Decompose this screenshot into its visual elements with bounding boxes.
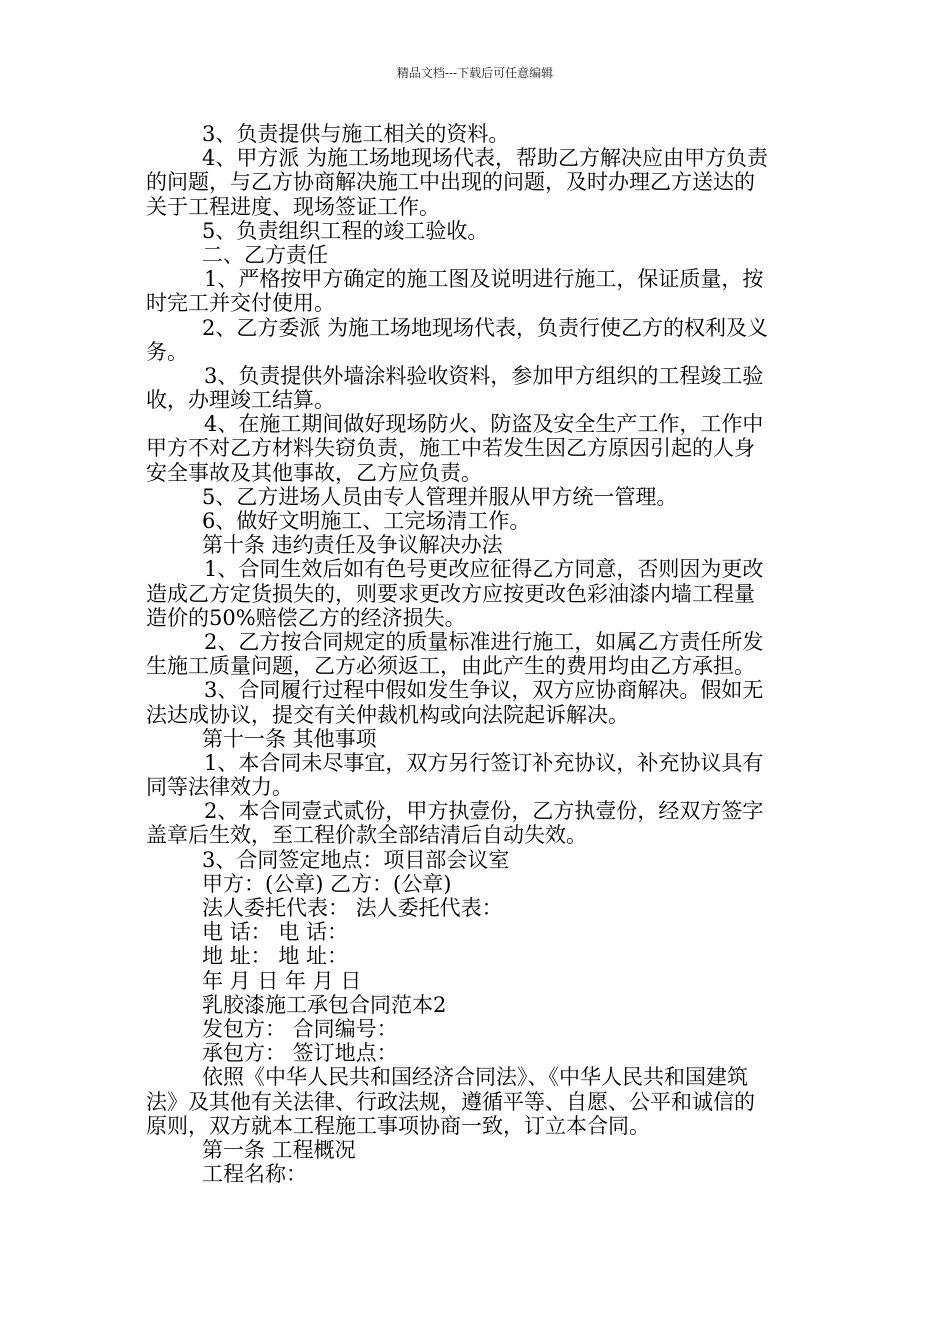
article-heading: 第十条 违约责任及争议解决办法 — [202, 533, 503, 558]
text-line: 5、负责组织工程的竣工验收。 — [202, 218, 489, 243]
text-line: 6、做好文明施工、工完场清工作。 — [202, 509, 531, 533]
text-line: 2、乙方委派 为施工场地现场代表，负责行使乙方的权利及义 — [202, 315, 769, 340]
text-line: 时完工并交付使用。 — [146, 291, 335, 316]
article-heading: 第十一条 其他事项 — [202, 726, 377, 751]
text-line: 安全事故及其他事故，乙方应负责。 — [146, 460, 482, 485]
text-line: 3、负责提供外墙涂料验收资料，参加甲方组织的工程竣工验 — [204, 363, 764, 388]
text-line: 法》及其他有关法律、行政法规，遵循平等、自愿、公平和诚信的 — [146, 1089, 755, 1114]
signature-line: 电 话： 电 话： — [202, 920, 349, 945]
signature-line: 法人委托代表： 法人委托代表： — [202, 896, 503, 920]
text-line: 4、甲方派 为施工场地现场代表，帮助乙方解决应由甲方负责 — [202, 146, 769, 171]
text-line: 1、严格按甲方确定的施工图及说明进行施工，保证质量，按 — [204, 267, 764, 292]
text-line: 法达成协议，提交有关仲裁机构或向法院起诉解决。 — [146, 702, 629, 727]
document-title: 乳胶漆施工承包合同范本2 — [202, 992, 447, 1017]
text-line: 的问题，与乙方协商解决施工中出现的问题，及时办理乙方送达的 — [146, 170, 755, 195]
text-line: 2、本合同壹式贰份，甲方执壹份，乙方执壹份，经双方签字 — [204, 799, 764, 824]
text-line: 4、在施工期间做好现场防火、防盗及安全生产工作，工作中 — [204, 412, 764, 437]
text-line: 3、合同签定地点：项目部会议室 — [202, 847, 510, 872]
article-heading: 第一条 工程概况 — [202, 1137, 356, 1162]
section-heading: 二、乙方责任 — [202, 242, 328, 267]
text-line: 发包方： 合同编号： — [202, 1016, 398, 1041]
signature-line: 地 址： 地 址： — [202, 944, 349, 969]
text-line: 造成乙方定货损失的，则要求更改方应按更改色彩油漆内墙工程量 — [146, 581, 755, 606]
text-line: 关于工程进度、现场签证工作。 — [146, 194, 440, 219]
text-line: 承包方： 签订地点： — [202, 1041, 398, 1066]
text-line: 同等法律效力。 — [146, 775, 293, 800]
text-line: 收，办理竣工结算。 — [146, 388, 335, 413]
text-line: 原则，双方就本工程施工事项协商一致，订立本合同。 — [146, 1113, 650, 1138]
text-line: 1、合同生效后如有色号更改应征得乙方同意，否则因为更改 — [204, 557, 764, 582]
text-line: 依照《中华人民共和国经济合同法》、《中华人民共和国建筑 — [202, 1065, 748, 1090]
text-line: 1、本合同未尽事宜，双方另行签订补充协议，补充协议具有 — [204, 750, 764, 775]
text-line: 工程名称： — [202, 1162, 307, 1187]
text-line: 造价的50%赔偿乙方的经济损失。 — [146, 605, 466, 630]
text-line: 5、乙方进场人员由专人管理并服从甲方统一管理。 — [202, 484, 678, 509]
text-line: 3、合同履行过程中假如发生争议，双方应协商解决。假如无 — [204, 678, 764, 703]
text-line: 甲方不对乙方材料失窃负责，施工中若发生因乙方原因引起的人身 — [146, 436, 755, 461]
text-line: 2、乙方按合同规定的质量标准进行施工，如属乙方责任所发 — [204, 629, 764, 654]
text-line: 生施工质量问题，乙方必须返工，由此产生的费用均由乙方承担。 — [146, 654, 755, 679]
page-header: 精品文档---下载后可任意编辑 — [396, 66, 554, 80]
signature-line: 甲方：(公章) 乙方：(公章) — [202, 871, 452, 896]
text-line: 务。 — [146, 339, 188, 364]
text-line: 3、负责提供与施工相关的资料。 — [202, 122, 510, 146]
document-body — [146, 122, 810, 1186]
text-line: 盖章后生效，至工程价款全部结清后自动失效。 — [146, 823, 587, 848]
signature-line: 年 月 日 年 月 日 — [202, 968, 362, 993]
